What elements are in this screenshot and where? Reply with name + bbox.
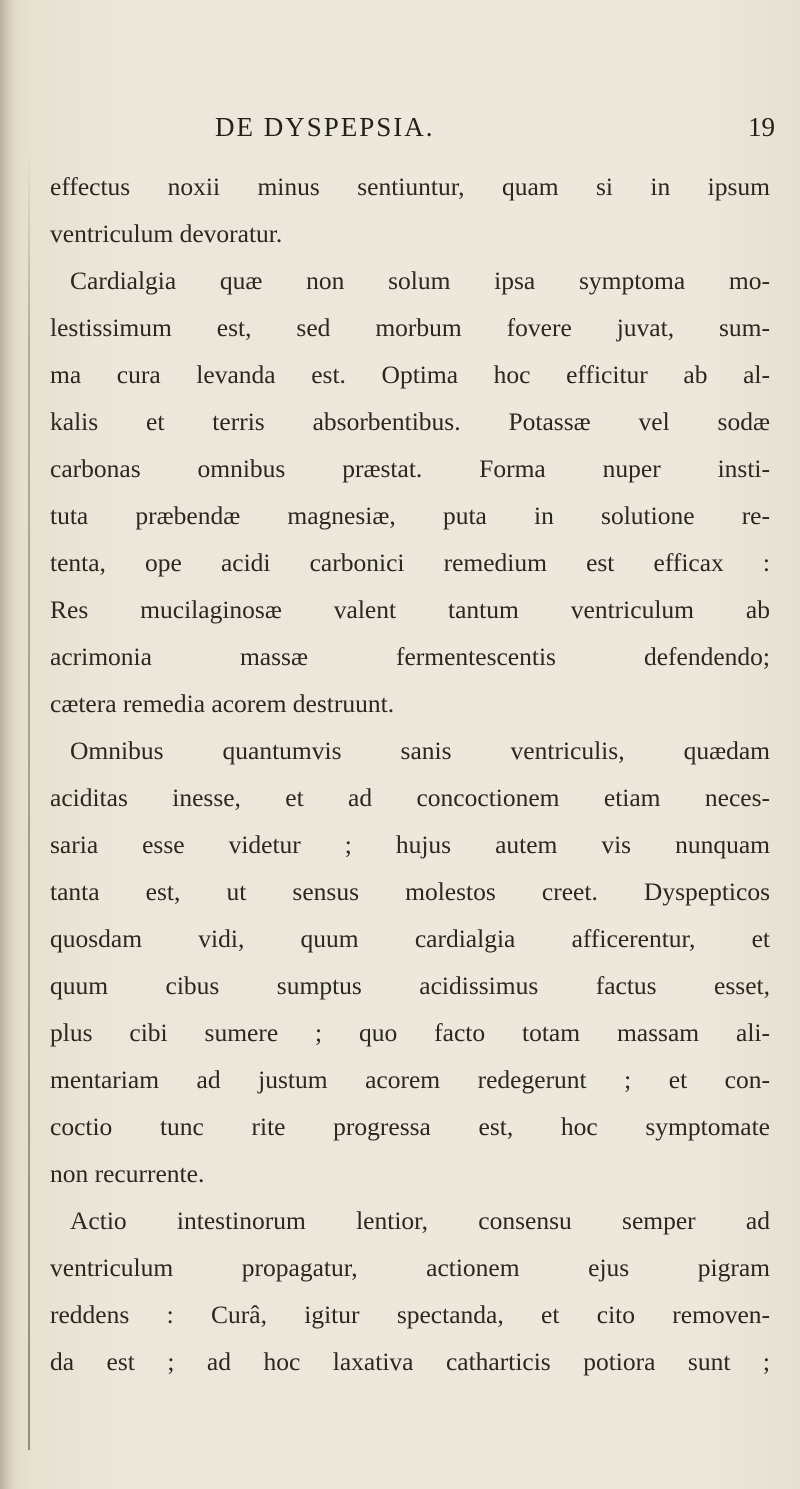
text-line: plus cibi sumere ; quo facto totam massam ali- bbox=[50, 1018, 770, 1047]
text-line: saria esse videtur ; hujus autem vis nunquam bbox=[50, 830, 770, 859]
binding-edge bbox=[28, 150, 30, 1450]
text-line: acrimonia massæ fermentescentis defendendo; bbox=[50, 642, 770, 671]
text-line: effectus noxii minus sentiuntur, quam si in ipsum bbox=[50, 172, 770, 201]
text-line: Cardialgia quæ non solum ipsa symptoma mo- bbox=[70, 266, 770, 295]
text-line: Actio intestinorum lentior, consensu semper ad bbox=[70, 1206, 770, 1235]
text-line: aciditas inesse, et ad concoctionem etiam neces- bbox=[50, 783, 770, 812]
text-line: lestissimum est, sed morbum fovere juvat, sum- bbox=[50, 313, 770, 342]
text-line: tuta præbendæ magnesiæ, puta in solutione re- bbox=[50, 501, 770, 530]
page-number: 19 bbox=[748, 112, 775, 142]
text-line: Res mucilaginosæ valent tantum ventriculum ab bbox=[50, 595, 770, 624]
text-line: reddens : Curâ, igitur spectanda, et cito removen- bbox=[50, 1300, 770, 1329]
running-head bbox=[0, 112, 800, 152]
text-line: cætera remedia acorem destruunt. bbox=[50, 689, 395, 718]
running-head-title: DE DYSPEPSIA. bbox=[215, 112, 435, 142]
text-line: mentariam ad justum acorem redegerunt ; et con- bbox=[50, 1065, 770, 1094]
text-line: tanta est, ut sensus molestos creet. Dyspepticos bbox=[50, 877, 770, 906]
text-line: non recurrente. bbox=[50, 1159, 205, 1188]
binding-shadow bbox=[0, 0, 14, 1489]
text-line: coctio tunc rite progressa est, hoc symptomate bbox=[50, 1112, 770, 1141]
text-line: carbonas omnibus præstat. Forma nuper insti- bbox=[50, 454, 770, 483]
text-line: quosdam vidi, quum cardialgia afficerentur, et bbox=[50, 924, 770, 953]
text-line: ventriculum propagatur, actionem ejus pigram bbox=[50, 1253, 770, 1282]
text-line: Omnibus quantumvis sanis ventriculis, quædam bbox=[70, 736, 770, 765]
text-line: da est ; ad hoc laxativa catharticis potiora sunt ; bbox=[50, 1347, 770, 1376]
text-line: tenta, ope acidi carbonici remedium est efficax : bbox=[50, 548, 770, 577]
text-line: ventriculum devoratur. bbox=[50, 219, 283, 248]
text-line: ma cura levanda est. Optima hoc efficitur ab al- bbox=[50, 360, 770, 389]
text-line: kalis et terris absorbentibus. Potassæ vel sodæ bbox=[50, 407, 770, 436]
text-line: quum cibus sumptus acidissimus factus esset, bbox=[50, 971, 770, 1000]
